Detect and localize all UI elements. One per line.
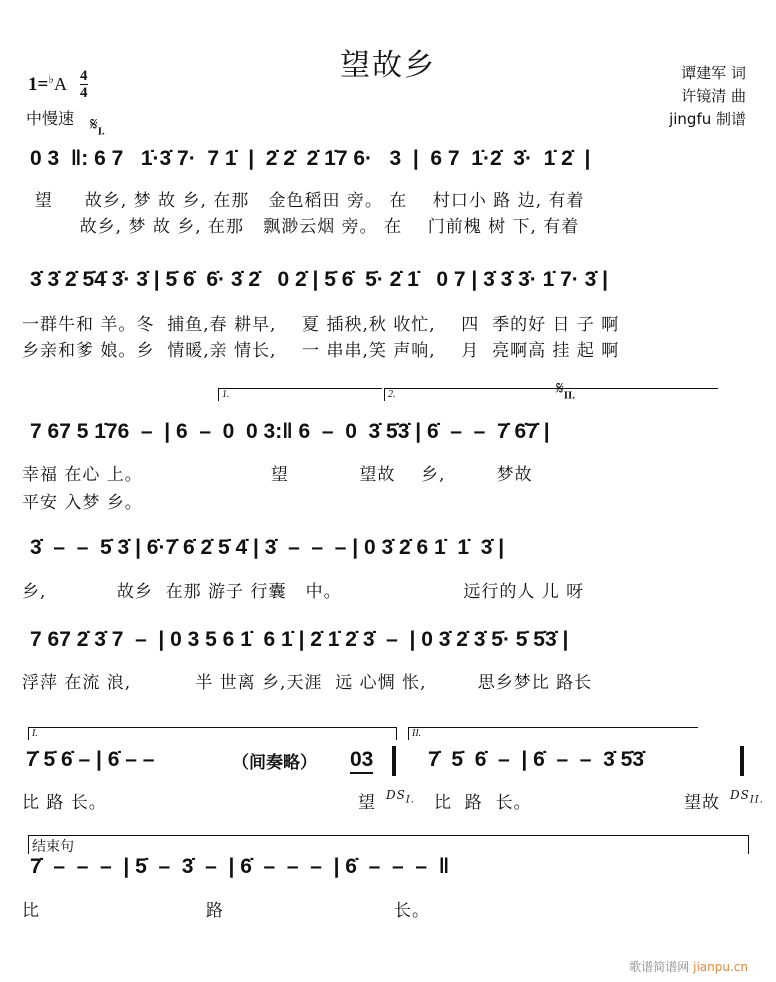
system-3-lyrics-verse2: 平安 入梦 乡。 xyxy=(22,493,143,513)
credits xyxy=(669,62,746,131)
system-4-notes: 3̇ – – 5̇ 3̇ | 6̇·7̇ 6̇ 2̇ 5̇ 4̇ | 3̇ – – – | 0 3̇ 2̇ 6 1̇ 1̇ 3̇ | xyxy=(30,536,505,559)
system-7-lyric-1: 比 xyxy=(22,901,40,921)
tempo-marking: 中慢速 xyxy=(26,109,75,128)
system-4-lyrics: 乡, 故乡 在那 游子 行囊 中。 远行的人 儿 呀 xyxy=(22,582,585,602)
key-signature xyxy=(28,72,67,96)
system-3-notes: 7 67 5 1̇76 – | 6 – 0 0 3:‖ 6 – 0 3̇ 5̇3̇ | 6̇ – – 7̇ 6̇7̇ | xyxy=(30,420,550,443)
time-signature xyxy=(80,68,88,101)
time-sig-top: 4 xyxy=(80,68,88,84)
time-sig-bottom: 4 xyxy=(80,85,88,101)
system-7-notes: 7̇ – – – | 5̇ – 3̇ – | 6̇ – – – | 6̇ – – – ‖ xyxy=(30,855,450,878)
key-note: A xyxy=(54,74,67,94)
volta-1-bracket: 1. xyxy=(218,388,382,401)
system-6-lyrics-a: 比 路 长。 xyxy=(22,793,107,813)
key-prefix: 1= xyxy=(28,74,49,95)
double-barline xyxy=(392,746,401,776)
system-6-lyrics-c: 比 路 长。 xyxy=(434,793,532,813)
composer: 许镜清 曲 xyxy=(681,87,746,105)
watermark: 歌谱简谱网 jianpu.cn xyxy=(629,960,748,974)
system-1-lyrics-verse2: 故乡, 梦 故 乡, 在那 飘渺云烟 旁。 在 门前槐 树 下, 有着 xyxy=(22,217,580,237)
ds-II-marking: $DS_{II.}$ xyxy=(730,788,764,806)
interlude-marking: （间奏略） xyxy=(232,753,317,772)
segno-icon: $𝄋_{I.}$ xyxy=(90,114,105,138)
pickup-notes: 03 xyxy=(350,748,373,774)
system-7-lyric-3: 长。 xyxy=(394,901,430,921)
system-6-lyrics-d: 望故 xyxy=(684,793,720,813)
coda-bracket: 结束句 xyxy=(28,835,749,854)
system-1-notes: 0 3 ‖: 6 7 1̇·3̇ 7· 7 1̇ | 2̇ 2̇ 2̇ 1̇7 6· 3 | 6 7 1̇·2̇ 3̇· 1̇ 2̇ | xyxy=(30,147,591,170)
system-1-lyrics-verse1: 望 故乡, 梦 故 乡, 在那 金色稻田 旁。 在 村口小 路 边, 有着 xyxy=(22,191,585,211)
system-3-lyrics-verse1: 幸福 在心 上。 望 望故 乡, 梦故 xyxy=(22,465,533,485)
flat-icon: ♭ xyxy=(48,72,54,86)
system-2-lyrics-verse2: 乡亲和爹 娘。乡 情暖,亲 情长, 一 串串,笑 声响, 月 亮啊高 挂 起 啊 xyxy=(22,341,620,361)
ds-I-marking: $DS_{I.}$ xyxy=(386,788,415,806)
arranger: jingfu 制谱 xyxy=(669,110,746,128)
double-barline-end xyxy=(740,746,749,776)
volta-2-bracket: 2. xyxy=(384,388,718,401)
system-6-ending2-notes: 7̇ 5̇ 6̇ – | 6̇ – – 3̇ 5̇3̇ xyxy=(428,748,645,771)
system-5-lyrics: 浮萍 在流 浪, 半 世离 乡,天涯 远 心惆 怅, 思乡梦比 路长 xyxy=(22,673,593,693)
song-title: 望故乡 xyxy=(340,48,436,83)
system-6-lyrics-b: 望 xyxy=(358,793,376,813)
system-6-ending1-notes: 7̇ 5̇ 6̇ – | 6̇ – – xyxy=(26,748,155,771)
volta-II-bracket: II. xyxy=(408,727,698,740)
system-2-lyrics-verse1: 一群牛和 羊。冬 捕鱼,春 耕早, 夏 插秧,秋 收忙, 四 季的好 日 子 啊 xyxy=(22,315,620,335)
system-2-notes: 3̇ 3̇ 2̇ 5̇4̇ 3̇· 3̇ | 5̇ 6̇ 6̇· 3̇ 2̇ 0 2̇ | 5̇ 6̇ 5̇· 2̇ 1̇ 0 7 | 3̇ 3̇ 3̇· 1̇ 7· 3̇ | xyxy=(30,268,609,291)
lyricist: 谭建军 词 xyxy=(681,64,746,82)
system-7-lyric-2: 路 xyxy=(206,901,224,921)
system-5-notes: 7 67 2̇ 3̇ 7 – | 0 3 5 6 1̇ 6 1̇ | 2̇ 1̇ 2̇ 3̇ – | 0 3̇ 2̇ 3̇ 5̇· 5̇ 5̇3̇ | xyxy=(30,628,569,651)
volta-I-bracket: I. xyxy=(28,727,397,740)
segno-II-icon: $𝄋_{II.}$ xyxy=(556,378,576,402)
